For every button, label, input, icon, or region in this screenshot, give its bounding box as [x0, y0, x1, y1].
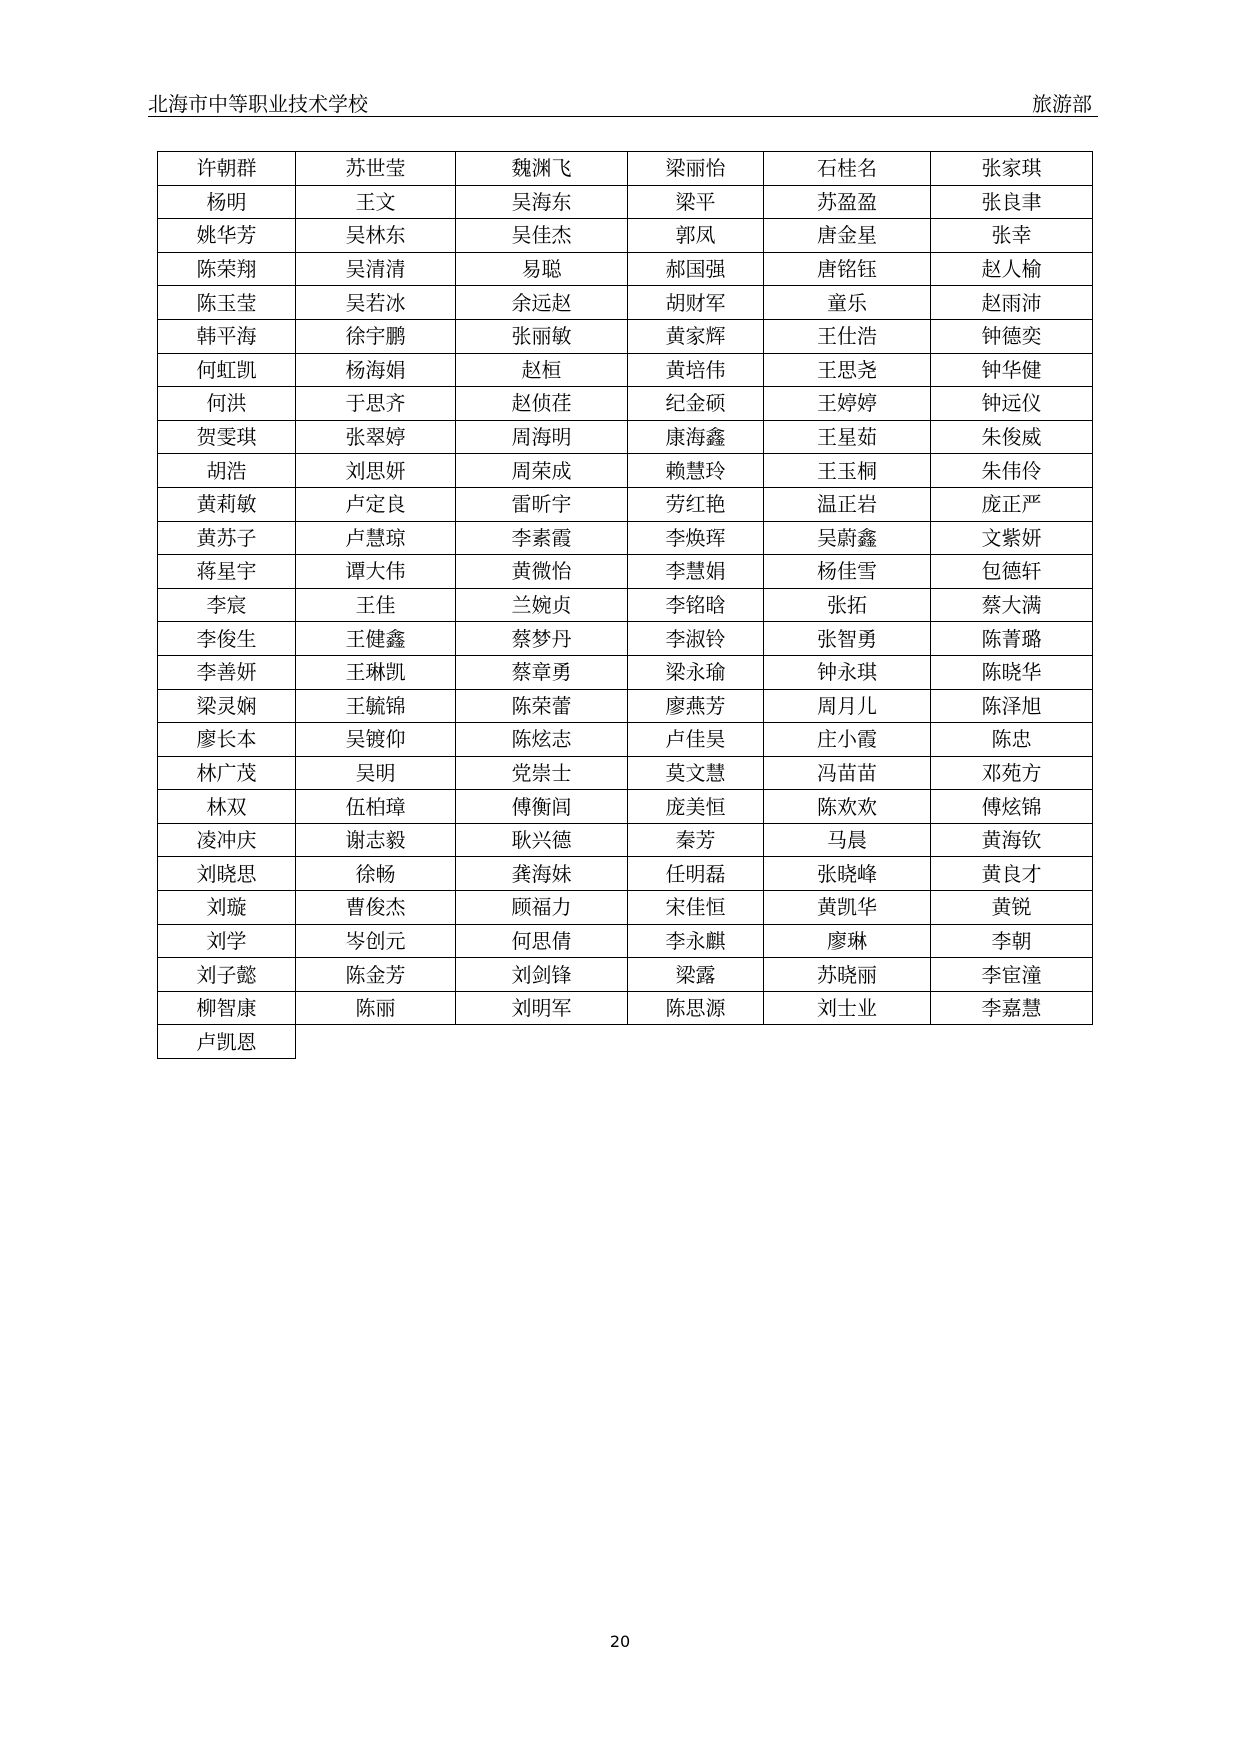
- name-cell: 李焕珲: [628, 521, 764, 555]
- name-cell: 吴林东: [296, 219, 456, 253]
- table-row: [158, 521, 1093, 555]
- school-name: 北海市中等职业技术学校: [148, 92, 368, 116]
- table-row: [158, 689, 1093, 723]
- name-cell: 唐金星: [764, 219, 931, 253]
- table-row: [158, 555, 1093, 589]
- name-cell: 胡浩: [158, 454, 296, 488]
- name-cell: 郝国强: [628, 252, 764, 286]
- table-row: [158, 857, 1093, 891]
- name-cell: 王思尧: [764, 353, 931, 387]
- name-cell: 党崇士: [456, 756, 628, 790]
- name-cell: 廖琳: [764, 924, 931, 958]
- name-cell: 赵桓: [456, 353, 628, 387]
- table-row: [158, 655, 1093, 689]
- table-row: [158, 588, 1093, 622]
- name-cell: 李俊生: [158, 622, 296, 656]
- name-cell: 黄苏子: [158, 521, 296, 555]
- name-cell: 吴清清: [296, 252, 456, 286]
- name-cell: 卢佳昊: [628, 723, 764, 757]
- name-cell: 郭凤: [628, 219, 764, 253]
- name-cell: 余远赵: [456, 286, 628, 320]
- name-cell: 陈荣翔: [158, 252, 296, 286]
- table-row: [158, 958, 1093, 992]
- table-row: [158, 790, 1093, 824]
- name-cell: 蔡梦丹: [456, 622, 628, 656]
- table-row: [158, 924, 1093, 958]
- name-cell: 纪金硕: [628, 387, 764, 421]
- name-table-body: [158, 152, 1093, 1059]
- table-row: [158, 185, 1093, 219]
- name-cell: 凌冲庆: [158, 823, 296, 857]
- department-name: 旅游部: [1032, 92, 1092, 116]
- name-cell: 李铭晗: [628, 588, 764, 622]
- empty-cell: [931, 1025, 1093, 1059]
- name-cell: 王琳凯: [296, 655, 456, 689]
- table-row: [158, 286, 1093, 320]
- name-cell: 何思倩: [456, 924, 628, 958]
- name-cell: 张晓峰: [764, 857, 931, 891]
- empty-cell: [764, 1025, 931, 1059]
- name-cell: 王仕浩: [764, 319, 931, 353]
- name-cell: 蒋星宇: [158, 555, 296, 589]
- table-row: [158, 487, 1093, 521]
- name-cell: 李永麒: [628, 924, 764, 958]
- name-cell: 梁永瑜: [628, 655, 764, 689]
- name-cell: 耿兴德: [456, 823, 628, 857]
- name-cell: 刘晓思: [158, 857, 296, 891]
- name-cell: 李善妍: [158, 655, 296, 689]
- table-row: [158, 891, 1093, 925]
- name-cell: 周月儿: [764, 689, 931, 723]
- name-cell: 康海鑫: [628, 420, 764, 454]
- name-cell: 王星茹: [764, 420, 931, 454]
- table-row: [158, 152, 1093, 186]
- name-cell: 柳智康: [158, 991, 296, 1025]
- table-row: [158, 1025, 1093, 1059]
- page-header: [148, 86, 1098, 117]
- name-cell: 刘学: [158, 924, 296, 958]
- table-row: [158, 991, 1093, 1025]
- empty-cell: [628, 1025, 764, 1059]
- name-cell: 王毓锦: [296, 689, 456, 723]
- name-cell: 张拓: [764, 588, 931, 622]
- name-cell: 钟永琪: [764, 655, 931, 689]
- name-cell: 陈欢欢: [764, 790, 931, 824]
- name-cell: 杨佳雪: [764, 555, 931, 589]
- name-cell: 黄凯华: [764, 891, 931, 925]
- name-cell: 唐铭钰: [764, 252, 931, 286]
- name-cell: 秦芳: [628, 823, 764, 857]
- table-row: [158, 219, 1093, 253]
- empty-cell: [296, 1025, 456, 1059]
- name-cell: 苏晓丽: [764, 958, 931, 992]
- name-cell: 刘子懿: [158, 958, 296, 992]
- name-cell: 林广茂: [158, 756, 296, 790]
- name-cell: 黄海钦: [931, 823, 1093, 857]
- table-row: [158, 420, 1093, 454]
- name-cell: 莫文慧: [628, 756, 764, 790]
- table-row: [158, 319, 1093, 353]
- name-cell: 于思齐: [296, 387, 456, 421]
- name-cell: 苏盈盈: [764, 185, 931, 219]
- name-cell: 岑创元: [296, 924, 456, 958]
- name-cell: 雷昕宇: [456, 487, 628, 521]
- name-cell: 庄小霞: [764, 723, 931, 757]
- name-cell: 王婷婷: [764, 387, 931, 421]
- table-row: [158, 723, 1093, 757]
- name-cell: 顾福力: [456, 891, 628, 925]
- name-cell: 林双: [158, 790, 296, 824]
- name-cell: 王文: [296, 185, 456, 219]
- name-cell: 张丽敏: [456, 319, 628, 353]
- name-cell: 谭大伟: [296, 555, 456, 589]
- name-cell: 温正岩: [764, 487, 931, 521]
- name-cell: 廖长本: [158, 723, 296, 757]
- name-cell: 韩平海: [158, 319, 296, 353]
- name-cell: 李嘉慧: [931, 991, 1093, 1025]
- name-cell: 钟远仪: [931, 387, 1093, 421]
- name-cell: 梁丽怡: [628, 152, 764, 186]
- name-cell: 黄家辉: [628, 319, 764, 353]
- name-cell: 李慧娟: [628, 555, 764, 589]
- name-cell: 胡财军: [628, 286, 764, 320]
- name-cell: 陈泽旭: [931, 689, 1093, 723]
- name-cell: 吴镀仰: [296, 723, 456, 757]
- name-cell: 谢志毅: [296, 823, 456, 857]
- name-cell: 卢定良: [296, 487, 456, 521]
- name-cell: 傅炫锦: [931, 790, 1093, 824]
- name-cell: 庞美恒: [628, 790, 764, 824]
- name-cell: 赵人榆: [931, 252, 1093, 286]
- name-cell: 周荣成: [456, 454, 628, 488]
- name-cell: 吴明: [296, 756, 456, 790]
- name-cell: 王玉桐: [764, 454, 931, 488]
- name-cell: 刘璇: [158, 891, 296, 925]
- name-cell: 蔡章勇: [456, 655, 628, 689]
- name-cell: 庞正严: [931, 487, 1093, 521]
- table-row: [158, 387, 1093, 421]
- name-cell: 刘剑锋: [456, 958, 628, 992]
- name-cell: 廖燕芳: [628, 689, 764, 723]
- name-cell: 陈荣蕾: [456, 689, 628, 723]
- name-cell: 兰婉贞: [456, 588, 628, 622]
- name-cell: 陈忠: [931, 723, 1093, 757]
- table-row: [158, 252, 1093, 286]
- name-cell: 马晨: [764, 823, 931, 857]
- name-cell: 陈思源: [628, 991, 764, 1025]
- name-cell: 朱俊威: [931, 420, 1093, 454]
- name-cell: 张幸: [931, 219, 1093, 253]
- name-cell: 易聪: [456, 252, 628, 286]
- name-cell: 陈晓华: [931, 655, 1093, 689]
- name-cell: 李淑铃: [628, 622, 764, 656]
- name-cell: 杨海娟: [296, 353, 456, 387]
- table-row: [158, 353, 1093, 387]
- name-cell: 伍柏璋: [296, 790, 456, 824]
- name-cell: 黄良才: [931, 857, 1093, 891]
- name-cell: 宋佳恒: [628, 891, 764, 925]
- name-cell: 吴佳杰: [456, 219, 628, 253]
- name-cell: 陈玉莹: [158, 286, 296, 320]
- name-cell: 何虹凯: [158, 353, 296, 387]
- name-cell: 卢凯恩: [158, 1025, 296, 1059]
- name-cell: 刘思妍: [296, 454, 456, 488]
- name-cell: 梁平: [628, 185, 764, 219]
- name-cell: 魏渊飞: [456, 152, 628, 186]
- name-cell: 刘明军: [456, 991, 628, 1025]
- name-cell: 王佳: [296, 588, 456, 622]
- name-cell: 杨明: [158, 185, 296, 219]
- name-cell: 张翠婷: [296, 420, 456, 454]
- name-cell: 吴海东: [456, 185, 628, 219]
- name-cell: 石桂名: [764, 152, 931, 186]
- name-cell: 李朝: [931, 924, 1093, 958]
- name-cell: 黄锐: [931, 891, 1093, 925]
- name-cell: 钟德奕: [931, 319, 1093, 353]
- name-cell: 苏世莹: [296, 152, 456, 186]
- name-cell: 蔡大满: [931, 588, 1093, 622]
- table-row: [158, 823, 1093, 857]
- name-cell: 周海明: [456, 420, 628, 454]
- name-cell: 赖慧玲: [628, 454, 764, 488]
- name-cell: 刘士业: [764, 991, 931, 1025]
- name-cell: 文紫妍: [931, 521, 1093, 555]
- name-cell: 劳红艳: [628, 487, 764, 521]
- name-cell: 张良聿: [931, 185, 1093, 219]
- name-cell: 梁灵娴: [158, 689, 296, 723]
- name-cell: 李素霞: [456, 521, 628, 555]
- name-cell: 陈菁璐: [931, 622, 1093, 656]
- name-cell: 贺雯琪: [158, 420, 296, 454]
- table-row: [158, 756, 1093, 790]
- name-cell: 许朝群: [158, 152, 296, 186]
- name-cell: 陈丽: [296, 991, 456, 1025]
- name-cell: 李宦潼: [931, 958, 1093, 992]
- name-cell: 李宸: [158, 588, 296, 622]
- name-cell: 姚华芳: [158, 219, 296, 253]
- name-cell: 赵侦荏: [456, 387, 628, 421]
- name-cell: 黄培伟: [628, 353, 764, 387]
- name-cell: 吴若冰: [296, 286, 456, 320]
- name-cell: 曹俊杰: [296, 891, 456, 925]
- name-cell: 童乐: [764, 286, 931, 320]
- name-cell: 任明磊: [628, 857, 764, 891]
- name-cell: 张智勇: [764, 622, 931, 656]
- page-number: 20: [609, 1632, 631, 1651]
- name-cell: 黄莉敏: [158, 487, 296, 521]
- name-cell: 张家琪: [931, 152, 1093, 186]
- name-cell: 吴蔚鑫: [764, 521, 931, 555]
- name-cell: 钟华健: [931, 353, 1093, 387]
- name-cell: 何洪: [158, 387, 296, 421]
- empty-cell: [456, 1025, 628, 1059]
- name-cell: 朱伟伶: [931, 454, 1093, 488]
- name-cell: 徐畅: [296, 857, 456, 891]
- name-table: [157, 151, 1093, 1059]
- name-cell: 陈金芳: [296, 958, 456, 992]
- name-cell: 陈炫志: [456, 723, 628, 757]
- name-cell: 赵雨沛: [931, 286, 1093, 320]
- name-cell: 徐宇鹏: [296, 319, 456, 353]
- name-cell: 黄微怡: [456, 555, 628, 589]
- name-cell: 冯苗苗: [764, 756, 931, 790]
- name-cell: 卢慧琼: [296, 521, 456, 555]
- name-cell: 梁露: [628, 958, 764, 992]
- name-cell: 邓苑方: [931, 756, 1093, 790]
- table-row: [158, 454, 1093, 488]
- name-cell: 王健鑫: [296, 622, 456, 656]
- name-cell: 龚海妹: [456, 857, 628, 891]
- table-row: [158, 622, 1093, 656]
- name-cell: 傅衡闾: [456, 790, 628, 824]
- name-cell: 包德轩: [931, 555, 1093, 589]
